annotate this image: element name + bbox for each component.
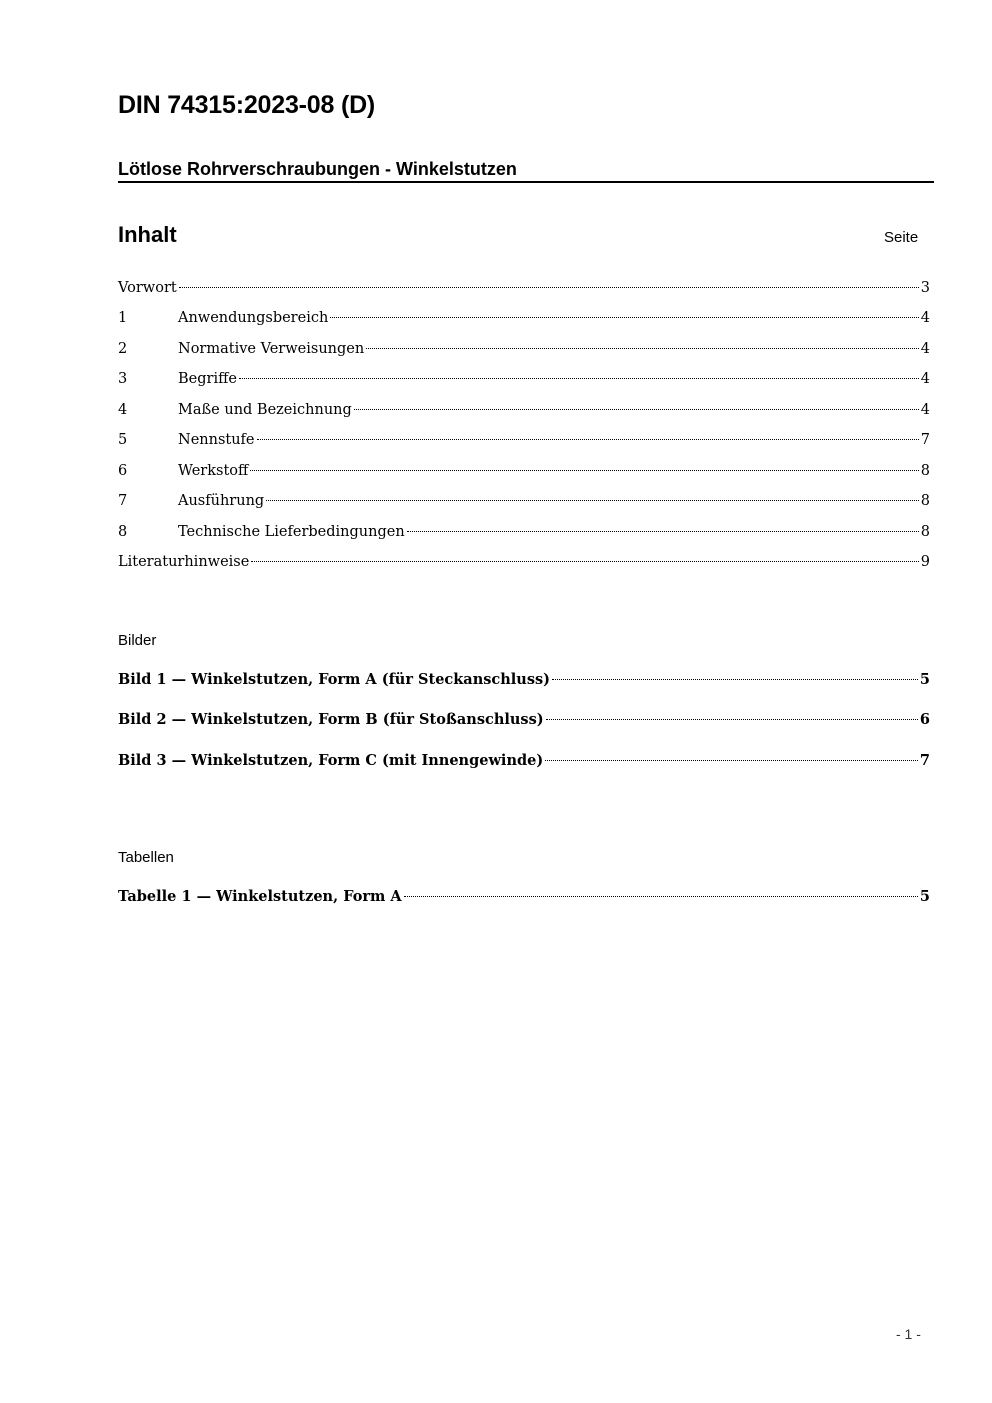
toc-entry-title: Technische Lieferbedingungen xyxy=(178,524,405,540)
table-entry-page: 5 xyxy=(919,888,930,905)
toc-entry-title: Werkstoff xyxy=(178,463,249,479)
toc-entry-title: Literaturhinweise xyxy=(118,554,250,570)
toc-entry-title: Begriffe xyxy=(178,371,237,387)
figure-entry-title: Bild 1 — Winkelstutzen, Form A (für Steckanschluss) xyxy=(118,671,551,688)
toc-entry-number: 4 xyxy=(118,402,128,418)
toc-entry-page: 4 xyxy=(920,310,930,326)
figure-entry-2[interactable] xyxy=(118,710,930,732)
toc-entry-number: 5 xyxy=(118,432,128,448)
dot-leader xyxy=(239,378,919,379)
figure-entry-3[interactable] xyxy=(118,751,930,773)
toc-entry-page: 4 xyxy=(920,402,930,418)
toc-entry-page: 9 xyxy=(920,554,930,570)
toc-entry-6[interactable] xyxy=(118,461,930,483)
dot-leader xyxy=(266,500,919,501)
dot-leader xyxy=(407,531,919,532)
toc-entry-page: 8 xyxy=(920,493,930,509)
dot-leader xyxy=(545,760,918,761)
figure-entry-title: Bild 3 — Winkelstutzen, Form C (mit Innengewinde) xyxy=(118,752,544,769)
toc-entry-2[interactable] xyxy=(118,339,930,361)
toc-entry-page: 4 xyxy=(920,371,930,387)
toc-entry-number: 1 xyxy=(118,310,128,326)
dot-leader xyxy=(552,679,918,680)
toc-entry-number: 8 xyxy=(118,524,128,540)
toc-entry-number: 6 xyxy=(118,463,128,479)
toc-entry-4[interactable] xyxy=(118,400,930,422)
document-subtitle: Lötlose Rohrverschraubungen - Winkelstutzen xyxy=(118,159,517,179)
dot-leader xyxy=(257,439,919,440)
toc-entry-5[interactable] xyxy=(118,430,930,452)
toc-entry-page: 3 xyxy=(920,280,930,296)
toc-entry-3[interactable] xyxy=(118,369,930,391)
toc-entry-number: 2 xyxy=(118,341,128,357)
toc-entry-page: 4 xyxy=(920,341,930,357)
figure-entry-1[interactable] xyxy=(118,670,930,692)
toc-entry-page: 8 xyxy=(920,463,930,479)
dot-leader xyxy=(354,409,919,410)
dot-leader xyxy=(546,719,918,720)
dot-leader xyxy=(330,317,918,318)
dot-leader xyxy=(404,896,918,897)
dot-leader xyxy=(179,287,919,288)
toc-entry-8[interactable] xyxy=(118,522,930,544)
toc-entry-title: Normative Verweisungen xyxy=(178,341,365,357)
page-number: - 1 - xyxy=(896,1326,921,1342)
table-entry-1[interactable] xyxy=(118,887,930,909)
toc-entry-vorwort[interactable] xyxy=(118,278,930,300)
toc-entry-literaturhinweise[interactable] xyxy=(118,552,930,574)
dot-leader xyxy=(251,561,918,562)
figure-entry-page: 7 xyxy=(919,752,930,769)
figure-entry-title: Bild 2 — Winkelstutzen, Form B (für Stoßanschluss) xyxy=(118,711,544,728)
toc-entry-title: Maße und Bezeichnung xyxy=(178,402,352,418)
figures-heading: Bilder xyxy=(118,632,157,649)
toc-entry-title: Vorwort xyxy=(118,280,177,296)
tables-heading: Tabellen xyxy=(118,849,174,866)
dot-leader xyxy=(366,348,919,349)
toc-entry-1[interactable] xyxy=(118,308,930,330)
toc-entry-number: 3 xyxy=(118,371,128,387)
toc-entry-page: 8 xyxy=(920,524,930,540)
table-entry-title: Tabelle 1 — Winkelstutzen, Form A xyxy=(118,888,402,905)
toc-entry-title: Anwendungsbereich xyxy=(178,310,329,326)
toc-heading: Inhalt xyxy=(118,222,177,247)
toc-entry-title: Nennstufe xyxy=(178,432,255,448)
toc-entry-page: 7 xyxy=(920,432,930,448)
toc-entry-title: Ausführung xyxy=(178,493,265,509)
figure-entry-page: 6 xyxy=(919,711,930,728)
dot-leader xyxy=(250,470,918,471)
page-column-label: Seite xyxy=(884,229,919,246)
figure-entry-page: 5 xyxy=(919,671,930,688)
toc-entry-7[interactable] xyxy=(118,491,930,513)
subtitle-block xyxy=(118,158,934,183)
toc-entry-number: 7 xyxy=(118,493,128,509)
document-title: DIN 74315:2023-08 (D) xyxy=(118,91,376,119)
